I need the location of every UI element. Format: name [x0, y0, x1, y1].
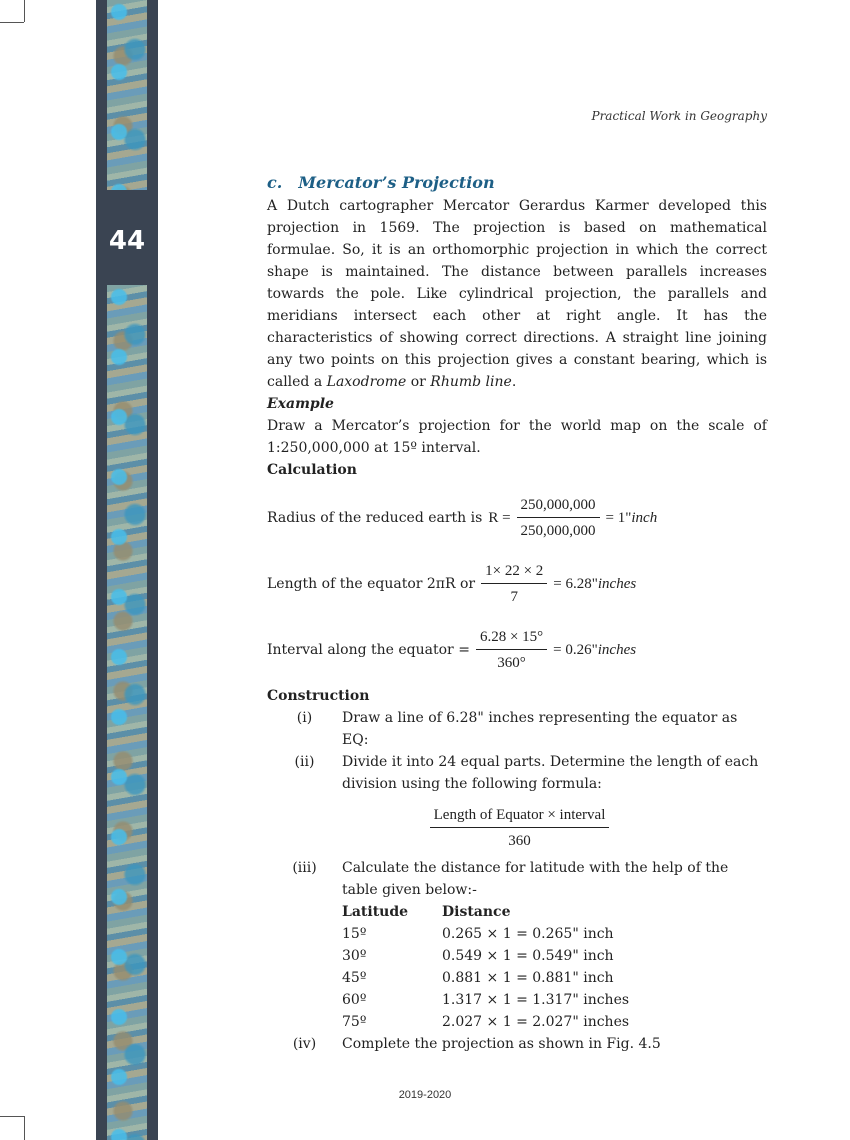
example-heading: Example	[267, 396, 334, 412]
step-text: Divide it into 24 equal parts. Determine the length of each division using the following formula:	[342, 754, 759, 792]
calc-unit: inches	[597, 642, 637, 658]
calc-result: = 6.28"	[553, 576, 598, 592]
step-number: (iv)	[292, 1036, 317, 1052]
step-text: Complete the projection as shown in Fig. 4.5	[342, 1036, 661, 1052]
crop-mark	[24, 0, 25, 22]
equator-length-calculation	[267, 561, 767, 607]
footer-year: 2019-2020	[398, 1089, 452, 1101]
calc-unit: inch	[631, 510, 658, 526]
page-body	[267, 172, 767, 1055]
example-text: Draw a Mercator’s projection for the world map on the scale of 1:250,000,000 at 15º interval.	[267, 418, 767, 456]
section-heading	[267, 172, 767, 194]
calc-lhs: R =	[488, 510, 511, 526]
calc-label: Radius of the reduced earth is	[267, 510, 483, 526]
construction-step	[267, 707, 767, 751]
step-number: (ii)	[294, 754, 315, 770]
fraction	[517, 495, 600, 541]
satellite-image-strip	[107, 285, 147, 1140]
construction-step	[267, 1033, 767, 1055]
latitude-distance-table	[342, 901, 629, 1033]
column-header-distance: Distance	[442, 904, 511, 920]
crop-mark	[0, 22, 24, 23]
interval-calculation	[267, 627, 767, 673]
table-row: 30º 0.549 × 1 = 0.549" inch	[342, 948, 614, 964]
table-header-row	[342, 901, 629, 923]
section-letter: c.	[267, 173, 283, 192]
fraction-denominator: 360	[508, 833, 531, 849]
calc-result: = 1"	[605, 510, 632, 526]
intro-paragraph: A Dutch cartographer Mercator Gerardus Karmer developed this projection in 1569. The projection is based on mathematical formulae. So, it is an orthomorphic projection in which the correct shape is maintained. The distance between parallels increases towards the pole. Like cylindrical projection, the parallels and meridians intersect each other at right angle. It has the characteristics of showing correct directions. A straight line joining any two points on this projection gives a constant bearing, which is called a Laxodrome or Rhumb line.	[267, 198, 767, 390]
fraction	[481, 561, 547, 607]
table-row: 15º 0.265 × 1 = 0.265" inch	[342, 926, 614, 942]
formula	[267, 805, 767, 851]
satellite-image-strip	[107, 0, 147, 190]
construction-step	[267, 857, 767, 901]
table-row: 45º 0.881 × 1 = 0.881" inch	[342, 970, 614, 986]
calc-label: Length of the equator 2πR or	[267, 576, 476, 592]
laxodrome-term: Laxodrome	[326, 374, 407, 390]
calc-result: = 0.26"	[553, 642, 598, 658]
table-row: 60º 1.317 × 1 = 1.317" inches	[342, 992, 630, 1008]
fraction-denominator: 7	[510, 589, 518, 605]
crop-mark	[24, 1116, 25, 1140]
crop-mark	[0, 1116, 24, 1117]
fraction-numerator: 6.28 × 15°	[476, 627, 547, 650]
calc-label: Interval along the equator =	[267, 642, 470, 658]
fraction-numerator: 1× 22 × 2	[481, 561, 547, 584]
fraction-numerator: 250,000,000	[517, 495, 600, 518]
calc-unit: inches	[597, 576, 637, 592]
calculation-heading: Calculation	[267, 462, 357, 478]
step-text: Calculate the distance for latitude with the help of the table given below:-	[342, 860, 729, 898]
fraction	[430, 805, 610, 851]
construction-step	[267, 751, 767, 795]
fraction-numerator: Length of Equator × interval	[430, 805, 610, 828]
rhumb-line-term: Rhumb line	[430, 374, 512, 390]
step-number: (iii)	[292, 860, 317, 876]
page-number: 44	[108, 226, 146, 256]
step-text: Draw a line of 6.28" inches representing the equator as EQ:	[342, 710, 738, 748]
step-number: (i)	[296, 710, 313, 726]
table-row: 75º 2.027 × 1 = 2.027" inches	[342, 1014, 630, 1030]
running-head: Practical Work in Geography	[591, 109, 767, 123]
column-header-latitude: Latitude	[342, 904, 409, 920]
construction-heading: Construction	[267, 688, 370, 704]
fraction-denominator: 250,000,000	[520, 523, 596, 539]
section-title: Mercator’s Projection	[298, 173, 495, 192]
fraction-denominator: 360°	[497, 655, 526, 671]
radius-calculation	[267, 495, 767, 541]
fraction	[476, 627, 547, 673]
